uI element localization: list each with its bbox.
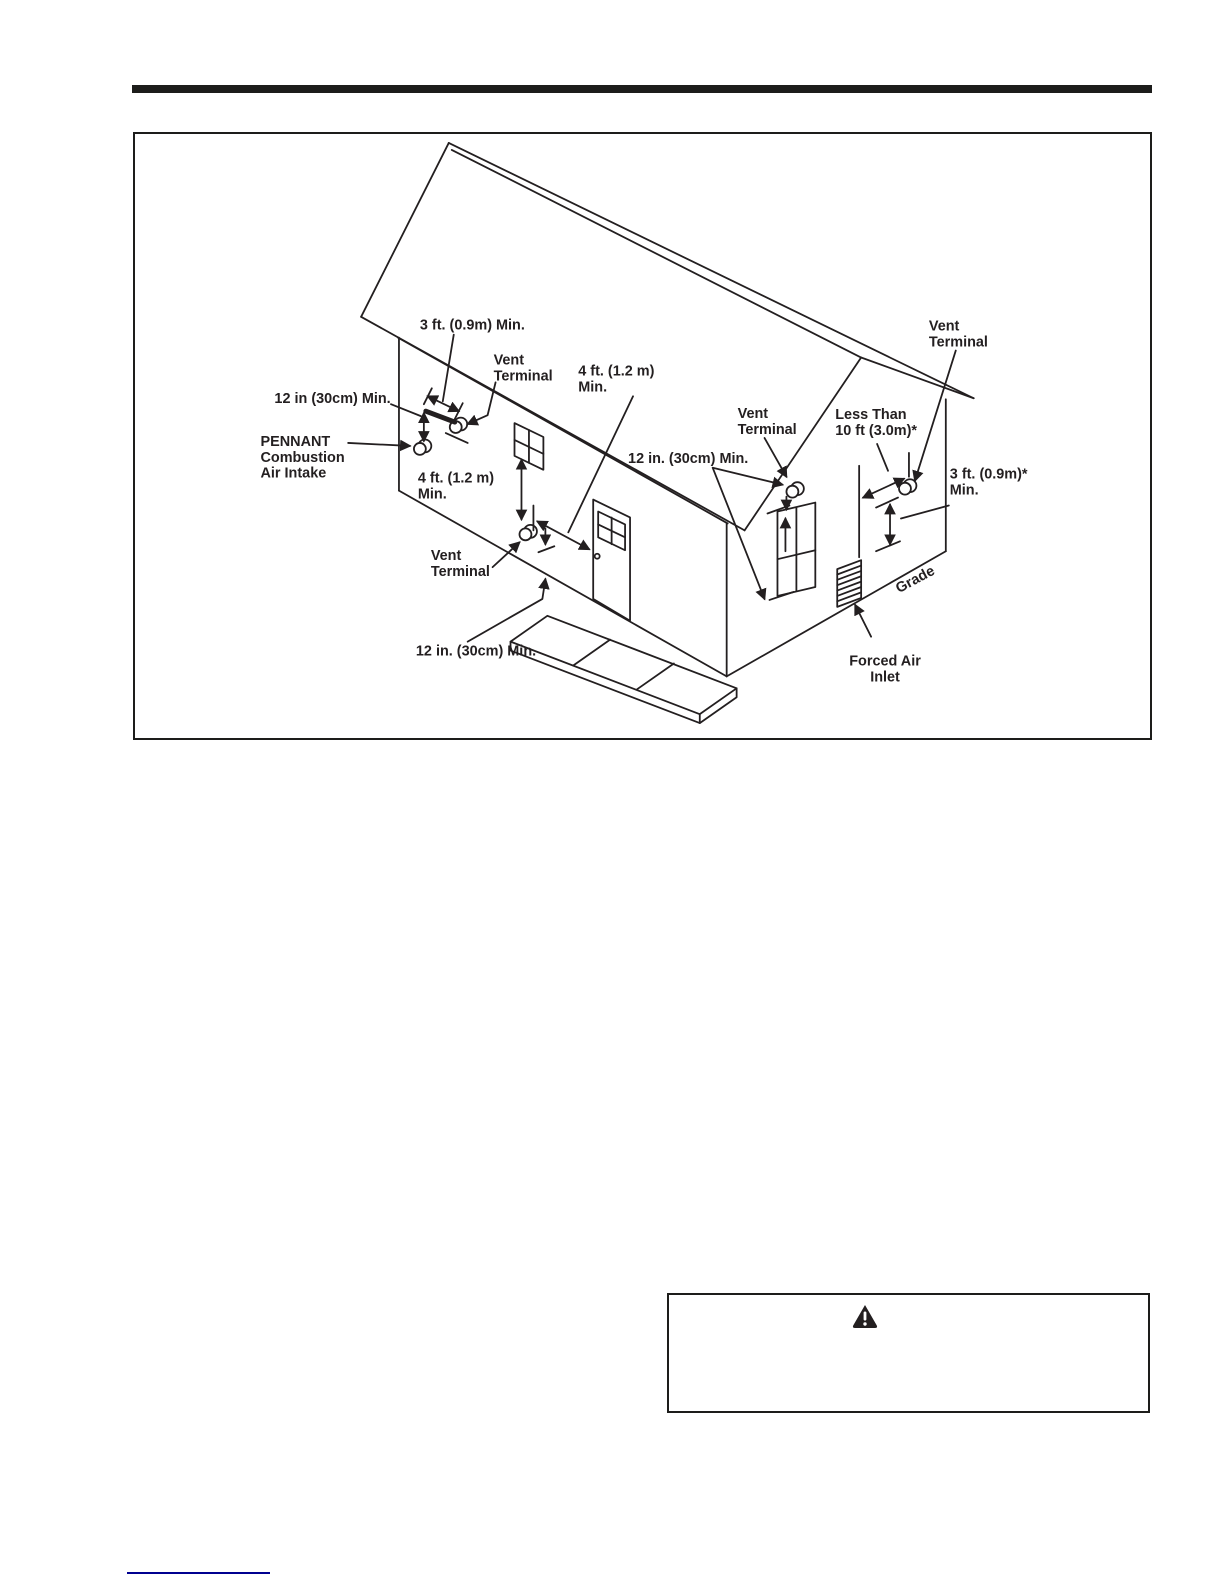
label-clearance-4ft-1: 4 ft. (1.2 m) — [417, 470, 495, 487]
label-less-than: Less Than — [835, 407, 907, 424]
warning-box — [667, 1293, 1150, 1413]
label-pennant-2: Combustion — [260, 449, 345, 466]
label-vent-terminal-1b: Terminal — [493, 368, 553, 385]
footer-rule — [127, 1572, 270, 1574]
label-clearance-12in-left: 12 in (30cm) Min. — [274, 391, 391, 408]
label-clearance-3ft-star-b: Min. — [949, 482, 979, 499]
label-less-than-b: 10 ft (3.0m)* — [835, 423, 918, 440]
label-clearance-4ft-2b: Min. — [578, 379, 608, 396]
label-vent-terminal-2b: Terminal — [737, 422, 797, 439]
label-vent-terminal-top-b: Terminal — [928, 334, 988, 351]
label-vent-terminal-1: Vent — [493, 352, 525, 369]
house-diagram — [135, 134, 1150, 738]
front-door — [593, 500, 630, 621]
label-clearance-12in-bottom: 12 in. (30cm) Min. — [415, 643, 537, 660]
label-clearance-12in-right: 12 in. (30cm) Min. — [628, 450, 749, 467]
vent-terminal-icon — [899, 479, 916, 494]
label-grade: Grade — [893, 563, 938, 597]
vent-terminal-icon — [786, 482, 803, 497]
label-clearance-3ft: 3 ft. (0.9m) Min. — [419, 317, 525, 334]
warning-triangle-icon — [852, 1304, 878, 1329]
front-window — [515, 423, 544, 470]
walkway — [511, 616, 737, 723]
label-clearance-3ft-star: 3 ft. (0.9m)* — [949, 466, 1028, 483]
gable-window — [777, 503, 815, 596]
label-vent-terminal-top: Vent — [928, 318, 960, 335]
label-vent-terminal-2: Vent — [737, 406, 769, 423]
label-vent-terminal-3b: Terminal — [430, 564, 490, 581]
label-pennant-3: Air Intake — [260, 465, 327, 482]
header-rule — [132, 85, 1152, 93]
label-forced-air: Forced Air — [849, 653, 921, 670]
label-clearance-4ft-1b: Min. — [417, 486, 447, 503]
label-clearance-4ft-2: 4 ft. (1.2 m) — [578, 363, 655, 380]
label-forced-air-b: Inlet — [870, 669, 900, 686]
vent-clearance-figure — [133, 132, 1152, 740]
label-pennant-1: PENNANT — [260, 433, 331, 450]
label-vent-terminal-3: Vent — [430, 548, 462, 565]
vent-terminal-icon — [414, 439, 431, 454]
forced-air-inlet — [837, 560, 861, 607]
